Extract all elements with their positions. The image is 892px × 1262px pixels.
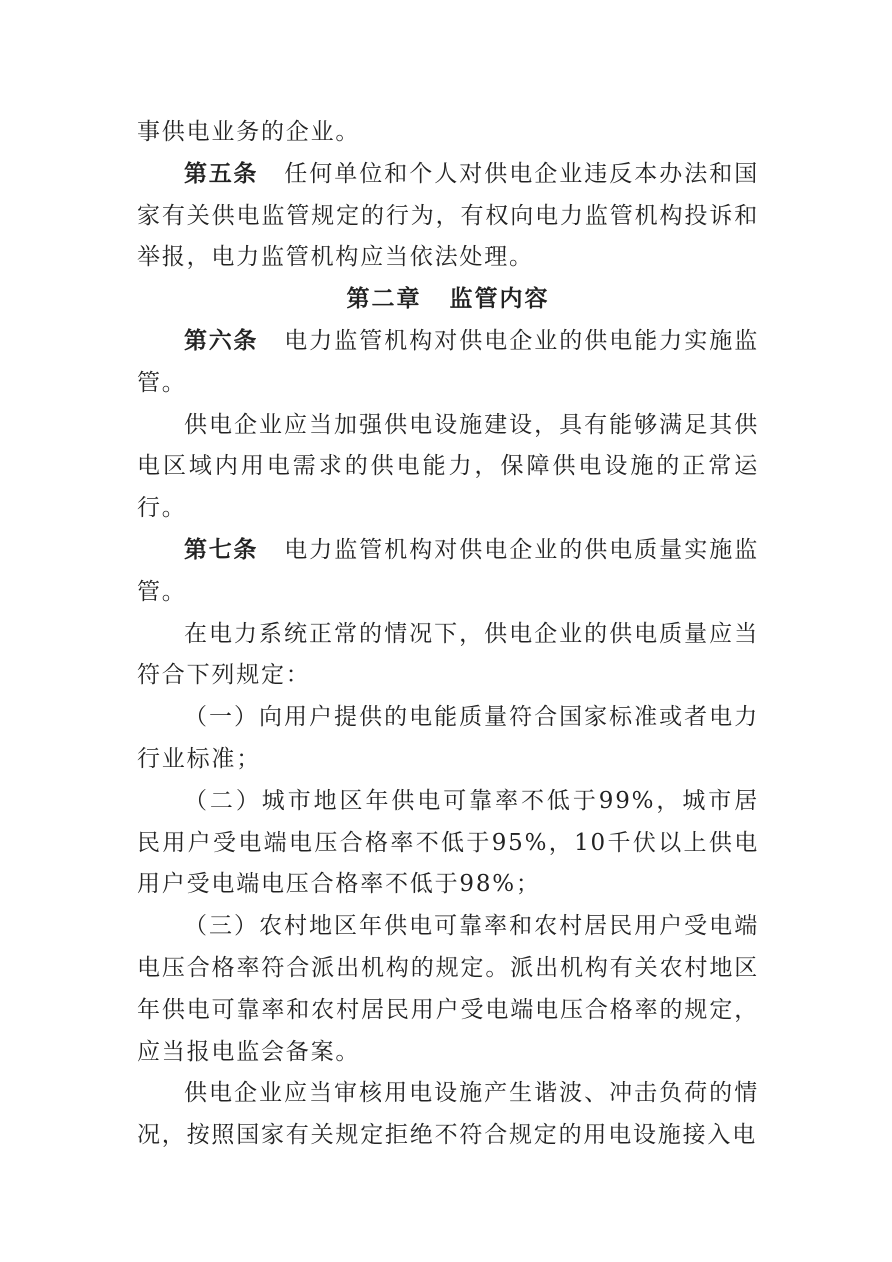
article-6 bbox=[137, 321, 759, 405]
chapter-heading bbox=[137, 279, 759, 321]
article-number: 第五条 bbox=[184, 160, 259, 187]
list-item-text: （三）农村地区年供电可靠率和农村居民用户受电端电压合格率符合派出机构的规定。派出机构有关农村地区年供电可靠率和农村居民用户受电端电压合格率的规定，应当报电监会备案。 bbox=[137, 913, 759, 1065]
list-item-text: （二）城市地区年供电可靠率不低于99%，城市居民用户受电端电压合格率不低于95%，10千伏以上供电用户受电端电压合格率不低于98%； bbox=[137, 787, 759, 898]
chapter-number: 第二章 bbox=[346, 286, 422, 313]
list-item-text: （一）向用户提供的电能质量符合国家标准或者电力行业标准； bbox=[137, 704, 759, 772]
paragraph bbox=[137, 1073, 759, 1157]
article-5 bbox=[137, 154, 759, 279]
article-7 bbox=[137, 530, 759, 614]
paragraph-continuation bbox=[137, 112, 759, 154]
list-item-2 bbox=[137, 781, 759, 906]
paragraph-text: 在电力系统正常的情况下，供电企业的供电质量应当符合下列规定： bbox=[137, 620, 759, 689]
article-text: 任何单位和个人对供电企业违反本办法和国家有关供电监管规定的行为，有权向电力监管机构投诉和举报，电力监管机构应当依法处理。 bbox=[137, 160, 760, 271]
article-number: 第七条 bbox=[184, 536, 259, 563]
document-body bbox=[137, 112, 759, 1157]
list-item-1 bbox=[137, 697, 759, 781]
chapter-title: 监管内容 bbox=[449, 286, 550, 313]
list-item-3 bbox=[137, 906, 759, 1073]
article-text: 电力监管机构对供电企业的供电质量实施监管。 bbox=[137, 536, 760, 605]
article-number: 第六条 bbox=[184, 327, 259, 354]
paragraph-text: 供电企业应当审核用电设施产生谐波、冲击负荷的情况，按照国家有关规定拒绝不符合规定的用电设施接入电 bbox=[137, 1080, 759, 1149]
paragraph-text: 事供电业务的企业。 bbox=[137, 119, 361, 145]
paragraph bbox=[137, 405, 759, 530]
paragraph-text: 供电企业应当加强供电设施建设，具有能够满足其供电区域内用电需求的供电能力，保障供电设施的正常运行。 bbox=[137, 411, 759, 522]
paragraph bbox=[137, 614, 759, 698]
article-text: 电力监管机构对供电企业的供电能力实施监管。 bbox=[137, 327, 760, 396]
